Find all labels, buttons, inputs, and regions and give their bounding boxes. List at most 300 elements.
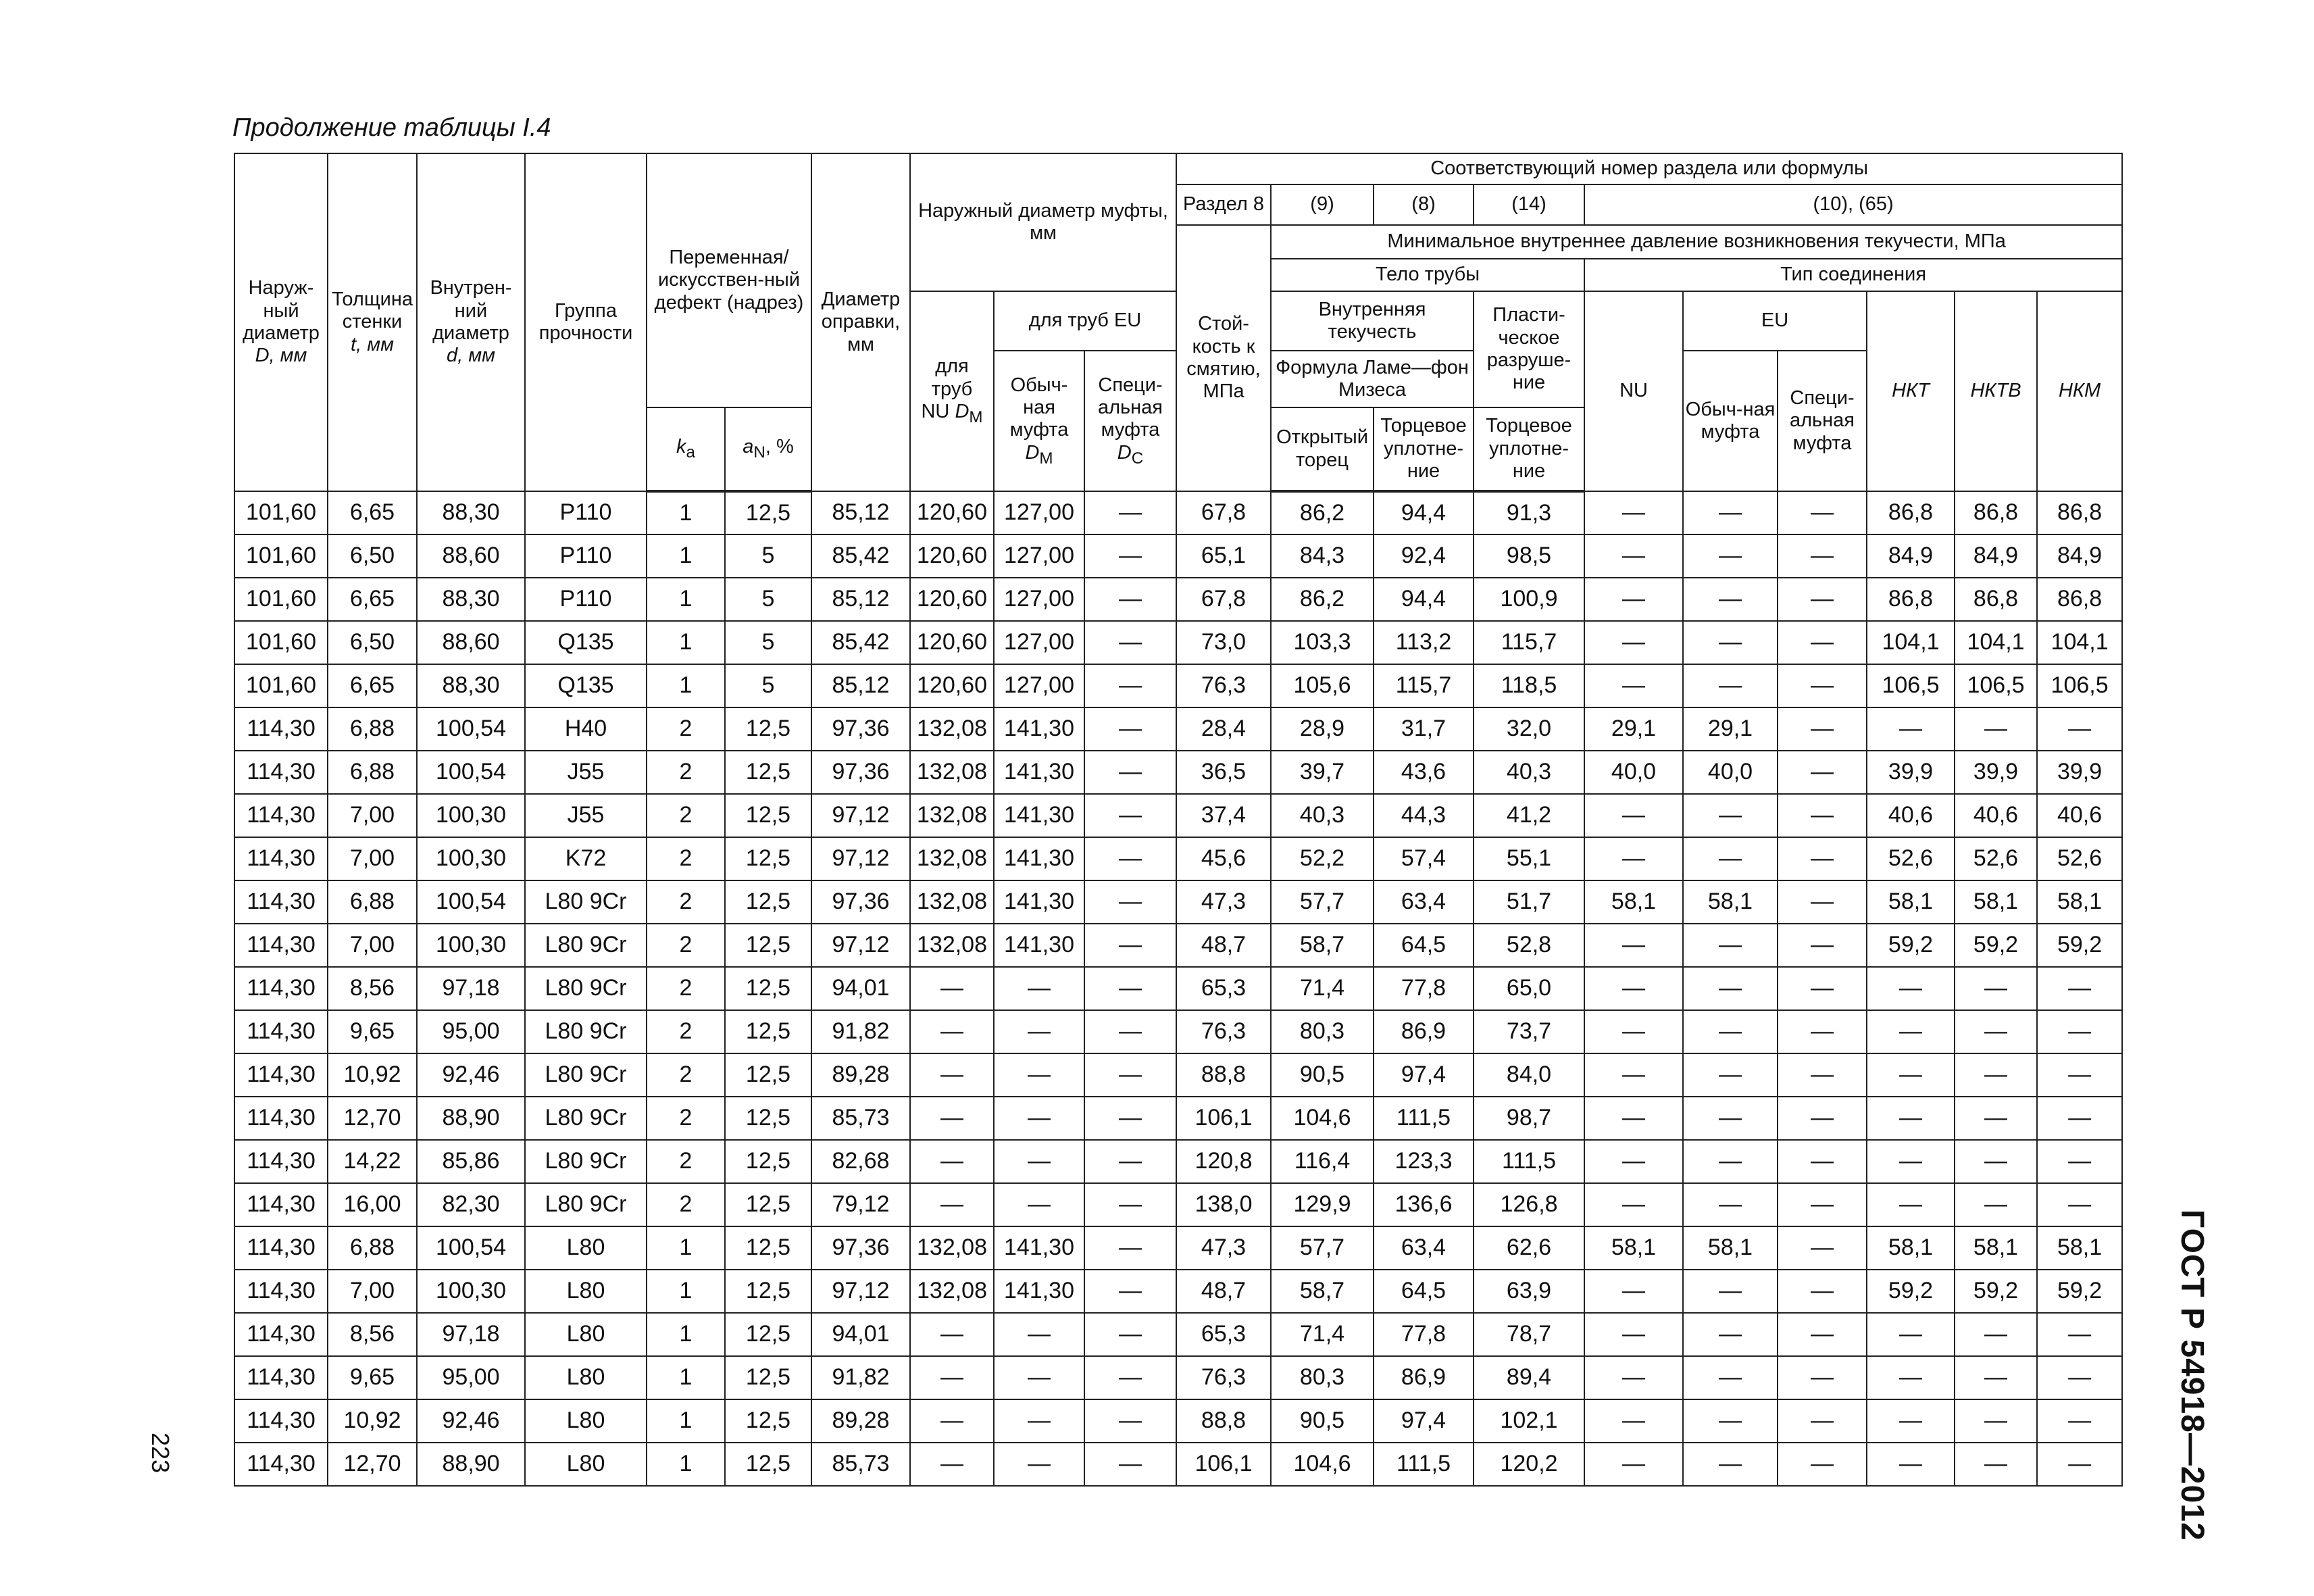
table-cell: 132,08 (910, 794, 994, 837)
table-cell: 47,3 (1176, 880, 1271, 924)
table-cell: — (1955, 1399, 2037, 1443)
table-cell: — (1584, 967, 1683, 1010)
table-cell: 118,5 (1474, 664, 1584, 707)
table-cell: L80 9Cr (525, 967, 647, 1010)
table-cell: 85,73 (811, 1097, 910, 1140)
header-wall-thickness: Толщина стенки t, мм (328, 153, 417, 491)
table-cell: 2 (647, 751, 725, 794)
table-cell: — (1584, 1140, 1683, 1183)
table-cell: 97,36 (811, 751, 910, 794)
table-cell: 91,82 (811, 1010, 910, 1053)
table-cell: 6,88 (328, 880, 417, 924)
table-cell: 103,3 (1271, 621, 1374, 664)
table-cell: — (1955, 1097, 2037, 1140)
table-cell: 65,1 (1176, 534, 1271, 578)
table-row (234, 1356, 2122, 1399)
table-cell: 7,00 (328, 924, 417, 967)
header-ka: $k_a$ (647, 407, 725, 491)
table-cell: 52,2 (1271, 837, 1374, 880)
table-cell: 40,3 (1474, 751, 1584, 794)
table-cell: 12,5 (725, 1226, 811, 1270)
table-cell: 1 (647, 1443, 725, 1486)
table-cell: 86,9 (1374, 1010, 1474, 1053)
table-cell: 58,1 (1584, 1226, 1683, 1270)
table-cell: 94,4 (1374, 491, 1474, 534)
table-cell: — (2037, 1097, 2122, 1140)
table-cell: — (1778, 837, 1867, 880)
table-cell: L80 (525, 1443, 647, 1486)
header-coupling-nu: для труб NU $D_M$ (910, 291, 994, 491)
table-cell: 39,7 (1271, 751, 1374, 794)
table-cell: 116,4 (1271, 1140, 1374, 1183)
table-row (234, 924, 2122, 967)
table-cell: 58,1 (1955, 880, 2037, 924)
table-cell: — (1084, 578, 1176, 621)
table-cell: 67,8 (1176, 578, 1271, 621)
table-cell: 6,88 (328, 1226, 417, 1270)
table-cell: 58,7 (1271, 924, 1374, 967)
table-cell: 132,08 (910, 707, 994, 751)
table-cell: — (910, 1313, 994, 1356)
table-cell: 57,4 (1374, 837, 1474, 880)
table-cell: — (1084, 1313, 1176, 1356)
table-cell: 127,00 (994, 664, 1084, 707)
table-cell: — (1867, 1183, 1955, 1226)
table-cell: 58,7 (1271, 1270, 1374, 1313)
table-cell: 114,30 (234, 837, 328, 880)
header-inner-yield: Внутренняя текучесть (1271, 291, 1474, 351)
table-cell: 92,4 (1374, 534, 1474, 578)
header-coupling-eu-regular: Обыч- ная муфта $D_M$ (994, 351, 1084, 491)
table-cell: 127,00 (994, 621, 1084, 664)
table-cell: 39,9 (2037, 751, 2122, 794)
table-cell: 86,8 (1867, 491, 1955, 534)
table-cell: 12,70 (328, 1443, 417, 1486)
table-row (234, 1313, 2122, 1356)
table-cell: 111,5 (1474, 1140, 1584, 1183)
table-cell: — (1683, 621, 1778, 664)
table-cell: 85,12 (811, 578, 910, 621)
table-cell: 85,73 (811, 1443, 910, 1486)
table-cell: L80 9Cr (525, 1097, 647, 1140)
table-cell: 88,30 (417, 578, 525, 621)
table-row (234, 1140, 2122, 1183)
table-cell: 82,30 (417, 1183, 525, 1226)
table-cell: 2 (647, 1183, 725, 1226)
table-cell: — (1084, 794, 1176, 837)
table-cell: — (1867, 1010, 1955, 1053)
table-cell: — (1778, 967, 1867, 1010)
table-cell: — (1683, 534, 1778, 578)
header-outer-diameter: Наруж-ный диаметр D, мм (234, 153, 328, 491)
table-cell: — (1955, 1313, 2037, 1356)
table-cell: 1 (647, 534, 725, 578)
table-cell: 32,0 (1474, 707, 1584, 751)
table-cell: 132,08 (910, 1226, 994, 1270)
header-coupling: Наружный диаметр муфты, мм (910, 153, 1176, 291)
table-row (234, 1053, 2122, 1097)
table-cell: 12,5 (725, 1097, 811, 1140)
table-cell: 100,54 (417, 751, 525, 794)
table-cell: 77,8 (1374, 1313, 1474, 1356)
table-cell: 92,46 (417, 1053, 525, 1097)
table-row (234, 707, 2122, 751)
table-cell: 88,60 (417, 621, 525, 664)
table-cell: 58,1 (1584, 880, 1683, 924)
table-cell: 47,3 (1176, 1226, 1271, 1270)
table-cell: 12,5 (725, 1443, 811, 1486)
table-cell: 80,3 (1271, 1356, 1374, 1399)
table-cell: 114,30 (234, 1226, 328, 1270)
header-nktv: НКТВ (1955, 291, 2037, 491)
table-cell: — (1778, 1010, 1867, 1053)
header-eu-regular: Обыч-ная муфта (1683, 351, 1778, 491)
table-cell: 71,4 (1271, 1313, 1374, 1356)
table-cell: 39,9 (1955, 751, 2037, 794)
data-table (234, 153, 2123, 1487)
table-cell: 91,82 (811, 1356, 910, 1399)
table-cell: — (1084, 924, 1176, 967)
table-cell: — (994, 1443, 1084, 1486)
table-cell: 114,30 (234, 967, 328, 1010)
table-row (234, 578, 2122, 621)
table-cell: — (1584, 1399, 1683, 1443)
table-cell: — (2037, 1356, 2122, 1399)
table-cell: — (1778, 1226, 1867, 1270)
header-f9: (9) (1271, 184, 1374, 225)
table-cell: — (1584, 1053, 1683, 1097)
table-cell: 1 (647, 1399, 725, 1443)
table-cell: 1 (647, 491, 725, 534)
table-cell: — (910, 1010, 994, 1053)
table-cell: 114,30 (234, 707, 328, 751)
table-cell: 90,5 (1271, 1399, 1374, 1443)
table-cell: 43,6 (1374, 751, 1474, 794)
table-cell: 59,2 (1867, 1270, 1955, 1313)
table-cell: 12,70 (328, 1097, 417, 1140)
table-cell: 97,12 (811, 794, 910, 837)
table-cell: 52,6 (1955, 837, 2037, 880)
table-cell: — (1683, 578, 1778, 621)
table-cell: L80 9Cr (525, 924, 647, 967)
table-cell: 127,00 (994, 491, 1084, 534)
table-cell: 100,54 (417, 1226, 525, 1270)
table-cell: 77,8 (1374, 967, 1474, 1010)
table-cell: 2 (647, 1097, 725, 1140)
table-cell: — (1778, 534, 1867, 578)
table-cell: 90,5 (1271, 1053, 1374, 1097)
table-cell: 12,5 (725, 1053, 811, 1097)
table-cell: 105,6 (1271, 664, 1374, 707)
table-cell: 114,30 (234, 794, 328, 837)
table-cell: 2 (647, 837, 725, 880)
table-cell: 132,08 (910, 880, 994, 924)
table-cell: 114,30 (234, 1399, 328, 1443)
table-cell: — (2037, 1053, 2122, 1097)
table-cell: 40,3 (1271, 794, 1374, 837)
table-cell: 51,7 (1474, 880, 1584, 924)
table-cell: 97,36 (811, 880, 910, 924)
table-cell: — (1778, 1097, 1867, 1140)
table-cell: 65,3 (1176, 1313, 1271, 1356)
table-cell: — (1084, 1399, 1176, 1443)
table-cell: 88,8 (1176, 1053, 1271, 1097)
table-cell: 115,7 (1374, 664, 1474, 707)
table-cell: 106,5 (2037, 664, 2122, 707)
header-end-seal-1: Торцевое уплотне-ние (1374, 407, 1474, 491)
header-pipe-body: Тело трубы (1271, 259, 1584, 291)
table-cell: 86,8 (2037, 491, 2122, 534)
table-cell: — (1778, 1399, 1867, 1443)
table-cell: 141,30 (994, 1226, 1084, 1270)
table-cell: — (1683, 1356, 1778, 1399)
table-cell: 12,5 (725, 880, 811, 924)
table-cell: — (1084, 707, 1176, 751)
table-cell: L80 (525, 1356, 647, 1399)
table-cell: — (1683, 837, 1778, 880)
table-cell: 127,00 (994, 534, 1084, 578)
table-cell: 97,18 (417, 1313, 525, 1356)
table-cell: 106,1 (1176, 1097, 1271, 1140)
table-cell: 97,36 (811, 1226, 910, 1270)
table-cell: 9,65 (328, 1356, 417, 1399)
table-cell: — (994, 1313, 1084, 1356)
table-cell: 39,9 (1867, 751, 1955, 794)
table-cell: 97,12 (811, 924, 910, 967)
table-cell: 85,12 (811, 491, 910, 534)
header-lame: Формула Ламе—фон Мизеса (1271, 351, 1474, 407)
table-cell: 86,8 (2037, 578, 2122, 621)
table-cell: — (1584, 578, 1683, 621)
table-cell: 1 (647, 578, 725, 621)
table-cell: 7,00 (328, 794, 417, 837)
table-cell: 114,30 (234, 924, 328, 967)
table-cell: 41,2 (1474, 794, 1584, 837)
table-cell: — (1778, 880, 1867, 924)
table-cell: 40,6 (1867, 794, 1955, 837)
table-cell: 2 (647, 794, 725, 837)
table-cell: — (1584, 1010, 1683, 1053)
table-cell: — (1584, 664, 1683, 707)
table-cell: 141,30 (994, 794, 1084, 837)
table-cell: 104,6 (1271, 1443, 1374, 1486)
table-cell: 115,7 (1474, 621, 1584, 664)
table-cell: 12,5 (725, 924, 811, 967)
table-cell: 6,65 (328, 491, 417, 534)
table-cell: 58,1 (2037, 880, 2122, 924)
table-cell: 28,9 (1271, 707, 1374, 751)
table-cell: 6,50 (328, 534, 417, 578)
table-cell: 141,30 (994, 707, 1084, 751)
table-cell: — (994, 1097, 1084, 1140)
table-cell: 120,8 (1176, 1140, 1271, 1183)
table-cell: 55,1 (1474, 837, 1584, 880)
table-cell: 40,0 (1683, 751, 1778, 794)
table-cell: 12,5 (725, 751, 811, 794)
table-cell: L80 9Cr (525, 1140, 647, 1183)
table-cell: 45,6 (1176, 837, 1271, 880)
table-cell: — (1683, 1010, 1778, 1053)
table-cell: 58,1 (1683, 1226, 1778, 1270)
table-cell: — (910, 1443, 994, 1486)
table-cell: 1 (647, 1226, 725, 1270)
table-cell: — (1584, 1183, 1683, 1226)
table-cell: — (1778, 924, 1867, 967)
table-cell: 7,00 (328, 1270, 417, 1313)
table-row (234, 880, 2122, 924)
table-cell: H40 (525, 707, 647, 751)
table-cell: 1 (647, 1313, 725, 1356)
table-cell: — (1778, 1270, 1867, 1313)
table-cell: 5 (725, 621, 811, 664)
table-cell: 12,5 (725, 1010, 811, 1053)
table-row (234, 491, 2122, 534)
table-cell: — (1867, 707, 1955, 751)
table-cell: — (910, 967, 994, 1010)
table-cell: 123,3 (1374, 1140, 1474, 1183)
table-cell: 97,36 (811, 707, 910, 751)
standard-designation: ГОСТ Р 54918—2012 (2174, 1210, 2210, 1541)
table-cell: 92,46 (417, 1399, 525, 1443)
table-cell: — (1778, 578, 1867, 621)
table-cell: 88,30 (417, 664, 525, 707)
table-cell: — (1867, 967, 1955, 1010)
table-cell: — (1084, 1140, 1176, 1183)
header-end-seal-2: Торцевое уплотне-ние (1474, 407, 1584, 491)
table-cell: — (1955, 1140, 2037, 1183)
table-cell: 141,30 (994, 837, 1084, 880)
table-cell: 100,30 (417, 837, 525, 880)
table-cell: — (1084, 1270, 1176, 1313)
table-cell: 94,01 (811, 1313, 910, 1356)
table-cell: 29,1 (1584, 707, 1683, 751)
table-row (234, 1010, 2122, 1053)
header-min-pressure: Минимальное внутреннее давление возникновения текучести, МПа (1271, 225, 2122, 259)
table-cell: — (1955, 1183, 2037, 1226)
table-cell: 94,4 (1374, 578, 1474, 621)
header-plastic: Пласти-ческое разруше-ние (1474, 291, 1584, 407)
table-cell: — (1084, 621, 1176, 664)
table-cell: — (1084, 1010, 1176, 1053)
table-cell: 6,50 (328, 621, 417, 664)
table-cell: 114,30 (234, 1356, 328, 1399)
table-cell: 59,2 (1955, 1270, 2037, 1313)
table-cell: — (1584, 491, 1683, 534)
table-cell: 48,7 (1176, 1270, 1271, 1313)
table-cell: — (1683, 1053, 1778, 1097)
table-row (234, 794, 2122, 837)
table-cell: 113,2 (1374, 621, 1474, 664)
table-cell: 58,1 (1867, 1226, 1955, 1270)
table-row (234, 1270, 2122, 1313)
header-defect: Переменная/ искусствен-ный дефект (надрез) (647, 153, 811, 407)
table-cell: L80 9Cr (525, 1053, 647, 1097)
table-cell: 91,3 (1474, 491, 1584, 534)
table-cell: — (994, 1010, 1084, 1053)
table-cell: 6,88 (328, 707, 417, 751)
table-cell: 89,28 (811, 1053, 910, 1097)
table-cell: — (1867, 1053, 1955, 1097)
table-cell: 7,00 (328, 837, 417, 880)
table-cell: P110 (525, 491, 647, 534)
table-cell: 141,30 (994, 1270, 1084, 1313)
table-cell: — (1584, 621, 1683, 664)
table-cell: 132,08 (910, 924, 994, 967)
table-cell: 114,30 (234, 1183, 328, 1226)
table-cell: P110 (525, 578, 647, 621)
table-cell: 86,8 (1955, 491, 2037, 534)
table-cell: 12,5 (725, 1356, 811, 1399)
table-cell: — (1084, 491, 1176, 534)
table-cell: — (1084, 1443, 1176, 1486)
table-cell: 1 (647, 621, 725, 664)
table-cell: — (1683, 1313, 1778, 1356)
table-cell: 85,42 (811, 621, 910, 664)
table-cell: 85,86 (417, 1140, 525, 1183)
table-cell: 141,30 (994, 924, 1084, 967)
header-formula-group: Соответствующий номер раздела или формулы (1176, 153, 2122, 184)
table-cell: 63,9 (1474, 1270, 1584, 1313)
table-cell: 12,5 (725, 1313, 811, 1356)
table-cell: 31,7 (1374, 707, 1474, 751)
table-row (234, 837, 2122, 880)
table-cell: 5 (725, 578, 811, 621)
table-cell: 84,9 (1867, 534, 1955, 578)
table-cell: 59,2 (2037, 1270, 2122, 1313)
table-cell: — (1778, 707, 1867, 751)
table-cell: J55 (525, 794, 647, 837)
table-cell: 86,8 (1867, 578, 1955, 621)
header-mandrel: Диаметр оправки, мм (811, 153, 910, 491)
table-cell: 82,68 (811, 1140, 910, 1183)
table-cell: 95,00 (417, 1010, 525, 1053)
table-cell: 100,30 (417, 1270, 525, 1313)
table-cell: — (910, 1399, 994, 1443)
table-cell: 40,6 (1955, 794, 2037, 837)
table-cell: — (910, 1356, 994, 1399)
table-cell: — (1867, 1097, 1955, 1140)
table-cell: 101,60 (234, 491, 328, 534)
table-cell: 141,30 (994, 751, 1084, 794)
header-coupling-eu: для труб EU (994, 291, 1176, 351)
table-cell: — (1778, 664, 1867, 707)
table-cell: 100,54 (417, 880, 525, 924)
table-cell: 104,1 (1867, 621, 1955, 664)
table-cell: 63,4 (1374, 880, 1474, 924)
header-section8: Раздел 8 (1176, 184, 1271, 225)
header-f8: (8) (1374, 184, 1474, 225)
table-cell: 126,8 (1474, 1183, 1584, 1226)
table-cell: 111,5 (1374, 1097, 1474, 1140)
table-cell: 120,60 (910, 491, 994, 534)
table-cell: 57,7 (1271, 1226, 1374, 1270)
table-cell: 114,30 (234, 1097, 328, 1140)
table-cell: 52,8 (1474, 924, 1584, 967)
table-cell: 120,60 (910, 621, 994, 664)
table-cell: — (994, 1053, 1084, 1097)
table-cell: L80 (525, 1313, 647, 1356)
table-cell: 84,9 (2037, 534, 2122, 578)
table-cell: 59,2 (1955, 924, 2037, 967)
table-cell: — (1084, 1226, 1176, 1270)
table-cell: — (1867, 1140, 1955, 1183)
table-cell: 65,3 (1176, 967, 1271, 1010)
table-cell: — (2037, 1313, 2122, 1356)
table-cell: 101,60 (234, 621, 328, 664)
table-cell: 12,5 (725, 1399, 811, 1443)
table-cell: 127,00 (994, 578, 1084, 621)
header-coupling-eu-special: Специ- альная муфта $D_C$ (1084, 351, 1176, 491)
